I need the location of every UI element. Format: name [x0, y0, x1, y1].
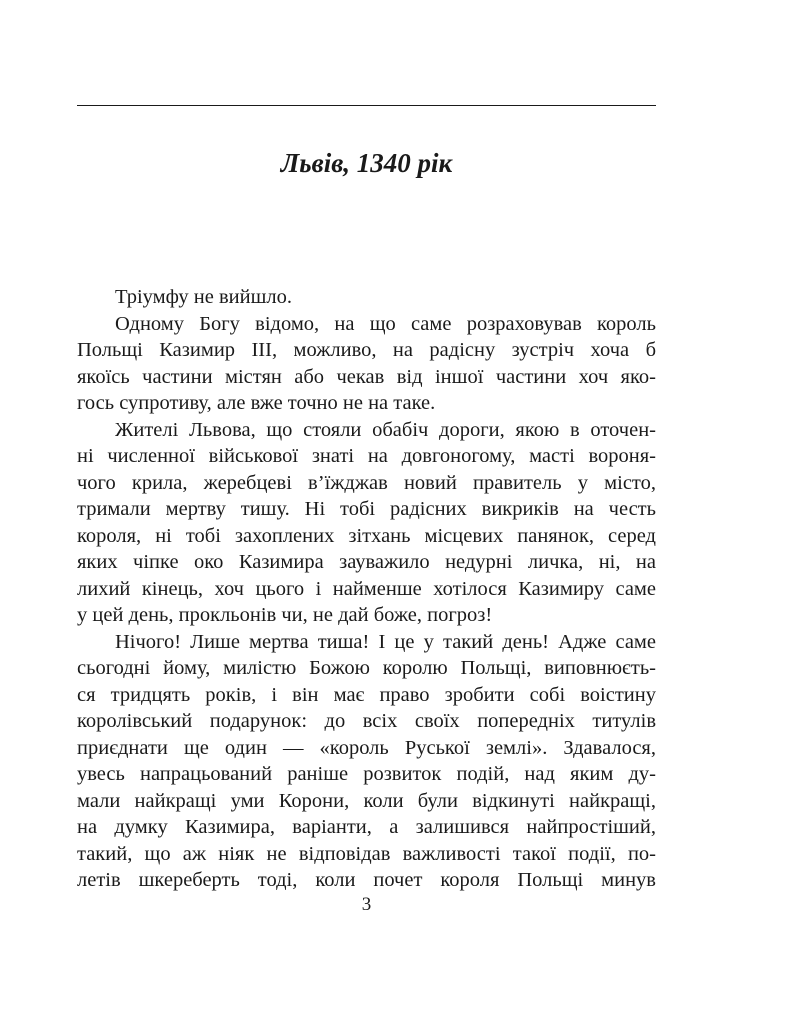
text-line: ні численної військової знаті на довгоногому, масті вороня-: [77, 445, 656, 467]
text-line: на думку Казимира, варіанти, а залишився найпростіший,: [77, 816, 656, 838]
text-line: короля, ні тобі захоплених зітхань місцевих панянок, серед: [77, 524, 656, 547]
text-line: тримали мертву тишу. Ні тобі радісних викриків на честь: [77, 498, 656, 520]
text-line: чого крила, жеребцеві в’їжджав новий правитель у місто,: [77, 471, 656, 494]
text-line: такий, що аж ніяк не відповідав важливості такої події, по-: [77, 842, 656, 865]
text-line: якоїсь частини містян або чекав від іншої частини хоч яко-: [77, 365, 656, 388]
text-line: Нічого! Лише мертва тиша! І це у такий день! Адже саме: [115, 630, 656, 653]
text-line: увесь напрацьований раніше розвиток подій, над яким ду-: [77, 763, 656, 785]
text-line: королівський подарунок: до всіх своїх попередніх титулів: [77, 710, 656, 732]
text-line: у цей день, прокльонів чи, не дай боже, погроз!: [77, 604, 493, 626]
text-line: яких чіпке око Казимира зауважило недурні личка, ні, на: [77, 551, 656, 573]
text-line: ся тридцять років, і він має право зробити собі воістину: [77, 683, 656, 706]
text-line: Одному Богу відомо, на що саме розраховував король: [115, 312, 656, 335]
body-text: [77, 284, 656, 894]
text-line: лихий кінець, хоч цього і найменше хотілося Казимиру саме: [77, 577, 656, 600]
text-line: летів шкереберть тоді, коли почет короля Польщі минув: [77, 869, 656, 891]
chapter-title: Львів, 1340 рік: [280, 148, 453, 178]
text-line: Тріумфу не вийшло.: [115, 286, 292, 308]
text-line: Польщі Казимир III, можливо, на радісну зустріч хоча б: [77, 339, 656, 361]
text-line: Жителі Львова, що стояли обабіч дороги, якою в оточен-: [115, 418, 656, 441]
header-rule: [77, 105, 656, 106]
text-line: гось супротиву, але вже точно не на таке.: [77, 392, 436, 414]
text-line: мали найкращі уми Корони, коли були відкинуті найкращі,: [77, 789, 656, 812]
text-line: приєднати ще один — «король Руської землі». Здавалося,: [77, 736, 656, 759]
text-line: сьогодні йому, милістю Божою королю Польщі, виповнюєть-: [77, 657, 656, 679]
page-number: 3: [361, 894, 372, 915]
